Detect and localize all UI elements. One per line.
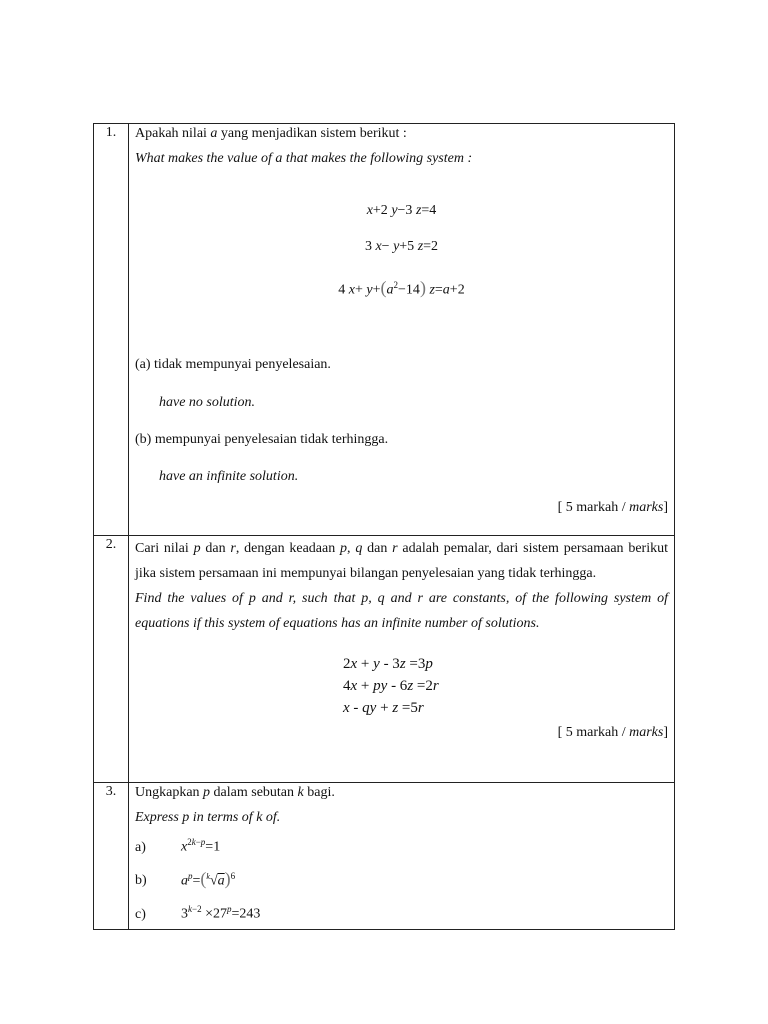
question-number: 2.	[105, 537, 117, 552]
question-row-3	[94, 783, 675, 930]
prompt-malay: Cari nilai p dan r, dengan keadaan p, q dan r adalah pemalar, dari sistem persamaan berikut jika sistem persamaan ini mempunyai bilangan penyelesaian yang tidak terhingga.	[135, 541, 668, 581]
question-number: 1.	[105, 125, 117, 140]
question-row-1	[94, 124, 675, 536]
prompt-malay: Ungkapkan p dalam sebutan k bagi.	[135, 785, 335, 800]
sub-question-c	[135, 895, 668, 929]
part-b-malay: (b) mempunyai penyelesaian tidak terhingga.	[135, 431, 389, 447]
part-a-english: have no solution.	[159, 394, 256, 410]
question-number-cell	[94, 783, 129, 930]
marks-label: [ 5 markah / marks]	[557, 725, 668, 740]
question-content-cell	[129, 783, 675, 930]
equation-3: x - qy + z =5r	[343, 700, 424, 716]
question-table	[93, 123, 675, 930]
equation-1: x+2 y−3 z=4	[366, 203, 437, 218]
question-content-cell	[129, 124, 675, 536]
equation-system	[135, 202, 668, 302]
sub-question-label: b)	[135, 873, 147, 889]
expression-a: $x^{2k-p}=1$	[181, 837, 221, 855]
prompt-english: Find the values of p and r, such that p, q and r are constants, of the following system of equations if this system of equations has an infinite number of solutions.	[135, 591, 668, 631]
equation-1: 2x + y - 3z =3p	[343, 656, 433, 672]
sub-question-label: a)	[135, 839, 146, 855]
sub-question-b	[135, 862, 668, 896]
question-number: 3.	[105, 784, 117, 799]
part-b-english: have an infinite solution.	[159, 468, 299, 484]
expression-c: $3^{k-2} \times 27^p=243$	[181, 904, 261, 922]
sub-question-a	[135, 828, 668, 862]
prompt-malay: Apakah nilai a yang menjadikan sistem berikut :	[135, 126, 407, 141]
equation-2: 3 x− y+5 z=2	[364, 239, 439, 254]
sub-question-label: c)	[135, 906, 146, 922]
question-row-2	[94, 536, 675, 783]
question-number-cell	[94, 536, 129, 783]
question-content-cell	[129, 536, 675, 783]
prompt-english: Express p in terms of k of.	[135, 810, 281, 825]
question-number-cell	[94, 124, 129, 536]
prompt-english: What makes the value of a that makes the following system :	[135, 151, 473, 166]
part-a-malay: (a) tidak mempunyai penyelesaian.	[135, 356, 331, 372]
marks-label: [ 5 markah / marks]	[557, 499, 668, 515]
equation-system	[135, 653, 668, 719]
equation-3: 4 $x+ y+(a^2-14)$ z=a+2	[338, 277, 465, 298]
expression-b: $a^p=(^k√a)^6$	[181, 868, 236, 889]
equation-2: 4x + py - 6z =2r	[343, 678, 439, 694]
